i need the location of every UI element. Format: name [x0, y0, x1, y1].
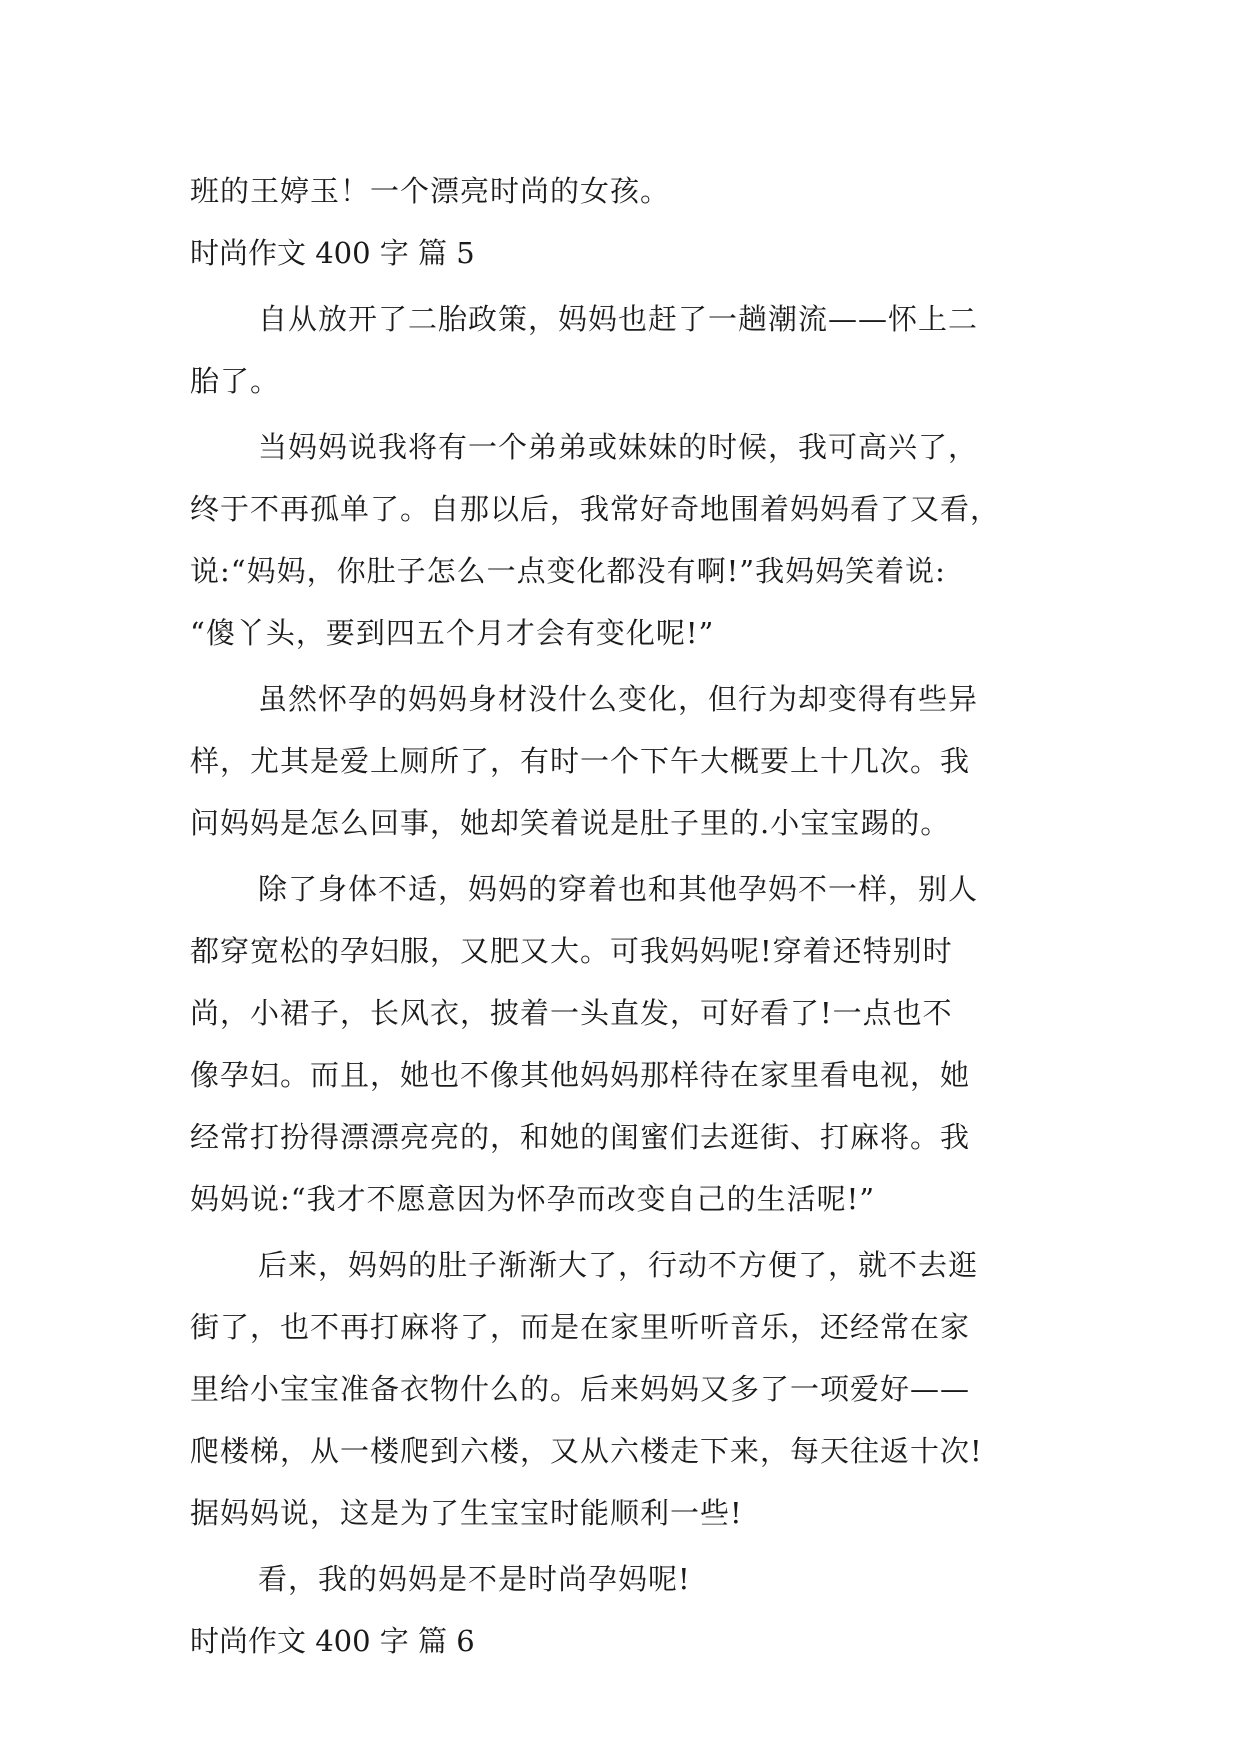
paragraph-line: 除了身体不适，妈妈的穿着也和其他孕妈不一样，别人: [258, 872, 979, 906]
paragraph-4: [190, 858, 1060, 1230]
paragraph-line: 终于不再孤单了。自那以后，我常好奇地围着妈妈看了又看，: [190, 492, 1001, 526]
paragraph-line: “傻丫头，要到四五个月才会有变化呢!”: [190, 616, 715, 650]
paragraph-line: 样，尤其是爱上厕所了，有时一个下午大概要上十几次。我: [190, 744, 971, 778]
paragraph-line: 爬楼梯，从一楼爬到六楼，又从六楼走下来，每天往返十次!: [190, 1434, 983, 1468]
paragraph-line: 问妈妈是怎么回事，她却笑着说是肚子里的.小宝宝踢的。: [190, 806, 951, 840]
paragraph-2: [190, 416, 1060, 664]
paragraph-line: 自从放开了二胎政策，妈妈也赶了一趟潮流——怀上二: [258, 302, 979, 336]
section-6-heading: 时尚作文 400 字 篇 6: [190, 1624, 475, 1658]
paragraph-line: 里给小宝宝准备衣物什么的。后来妈妈又多了一项爱好——: [190, 1372, 971, 1406]
paragraph-line: 都穿宽松的孕妇服，又肥又大。可我妈妈呢!穿着还特别时: [190, 934, 953, 968]
paragraph-5: [190, 1234, 1060, 1544]
paragraph-line: 后来，妈妈的肚子渐渐大了，行动不方便了，就不去逛: [258, 1248, 979, 1282]
paragraph-line: 妈妈说:“我才不愿意因为怀孕而改变自己的生活呢!”: [190, 1182, 876, 1216]
paragraph-line: 街了，也不再打麻将了，而是在家里听听音乐，还经常在家: [190, 1310, 971, 1344]
paragraph-line: 看，我的妈妈是不是时尚孕妈呢!: [258, 1562, 691, 1596]
paragraph-line: 当妈妈说我将有一个弟弟或妹妹的时候，我可高兴了，: [258, 430, 979, 464]
paragraph-3: [190, 668, 1060, 854]
paragraph-6: [190, 1548, 1060, 1610]
paragraph-line: 经常打扮得漂漂亮亮的，和她的闺蜜们去逛街、打麻将。我: [190, 1120, 971, 1154]
section-5-heading: 时尚作文 400 字 篇 5: [190, 236, 475, 270]
intro-tail-line: 班的王婷玉！一个漂亮时尚的女孩。: [190, 174, 671, 208]
paragraph-line: 尚，小裙子，长风衣，披着一头直发，可好看了!一点也不: [190, 996, 953, 1030]
paragraph-line: 胎了。: [190, 364, 281, 398]
document-body: [190, 160, 1060, 1672]
paragraph-1: [190, 288, 1060, 412]
paragraph-line: 虽然怀孕的妈妈身材没什么变化，但行为却变得有些异: [258, 682, 979, 716]
paragraph-line: 据妈妈说，这是为了生宝宝时能顺利一些!: [190, 1496, 743, 1530]
paragraph-line: 像孕妇。而且，她也不像其他妈妈那样待在家里看电视，她: [190, 1058, 971, 1092]
paragraph-line: 说:“妈妈，你肚子怎么一点变化都没有啊!”我妈妈笑着说:: [190, 554, 946, 588]
